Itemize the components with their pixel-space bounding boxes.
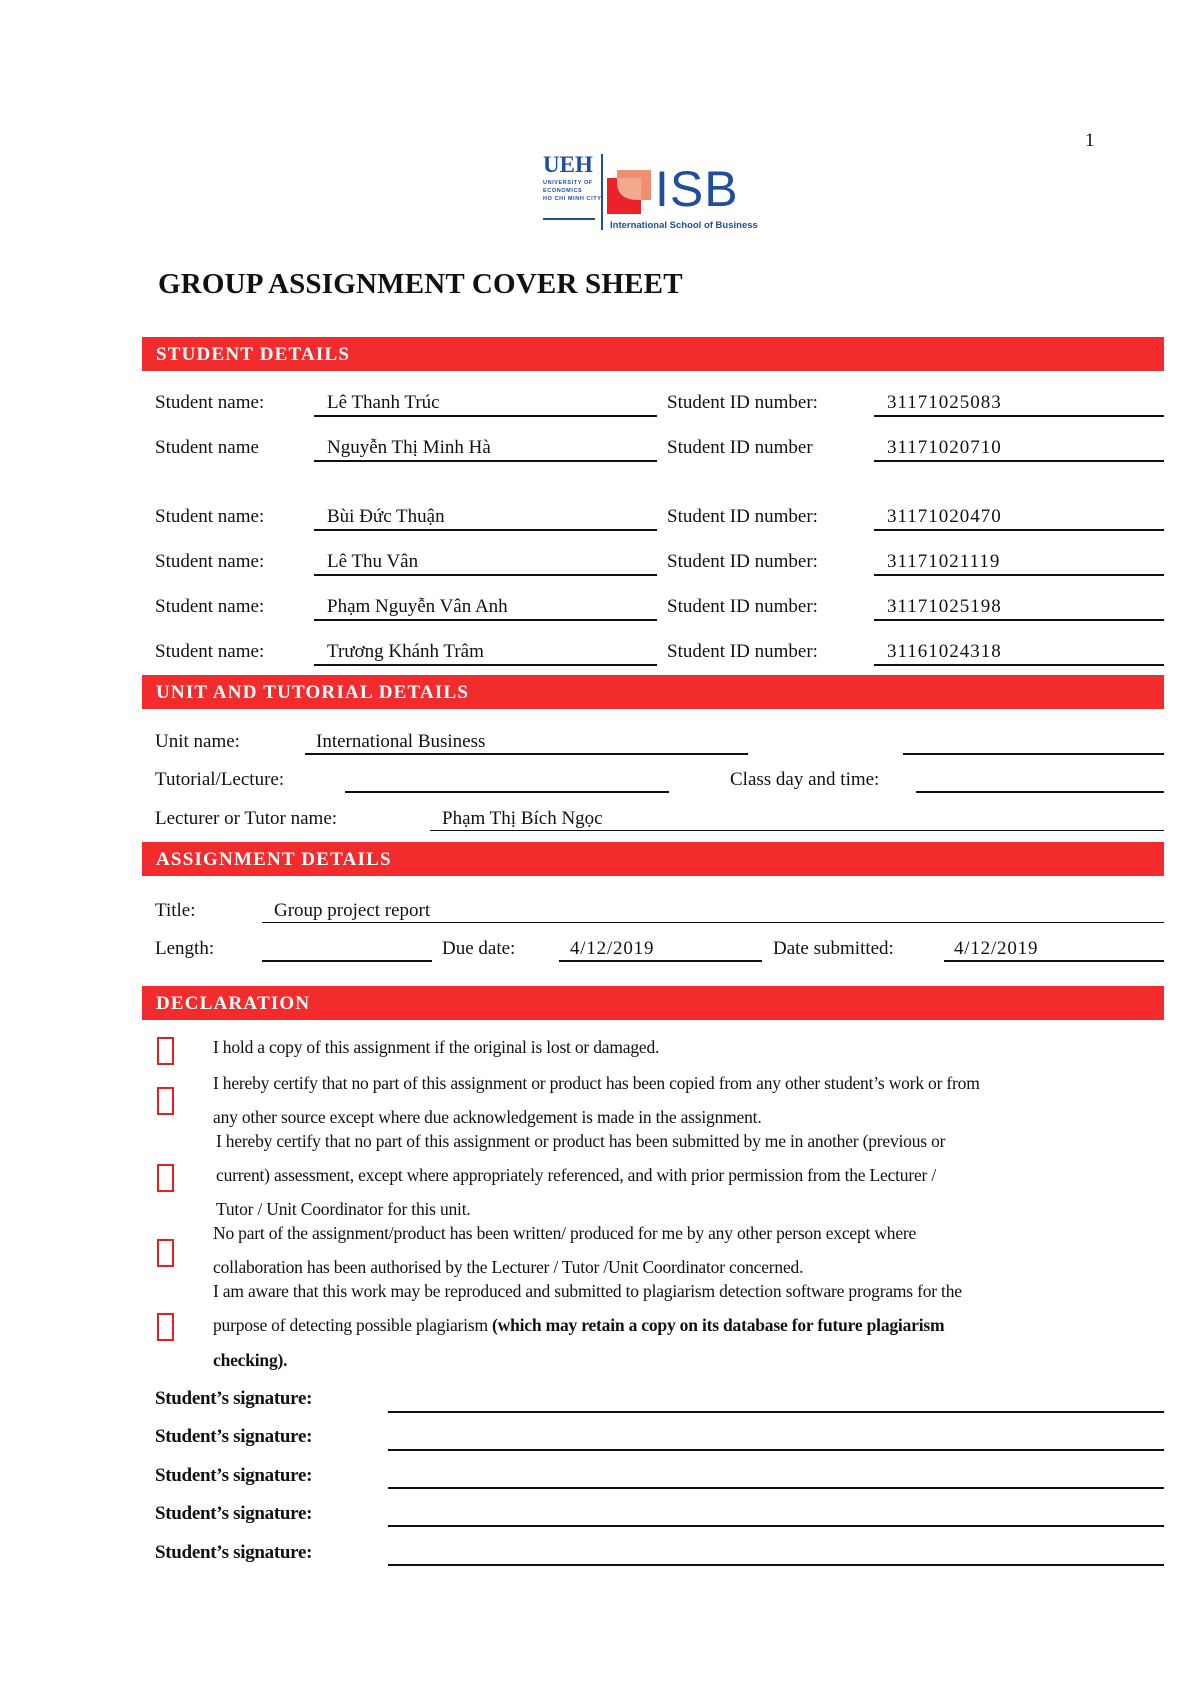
student-id-underline [874, 415, 1164, 417]
declaration-text [213, 1315, 944, 1336]
declaration-text [213, 1350, 287, 1371]
declaration-text: I hereby certify that no part of this assignment or product has been submitted by me in another (previous or [216, 1131, 946, 1151]
student-name-value[interactable]: Phạm Nguyễn Vân Anh [327, 596, 508, 617]
student-id-label: Student ID number: [667, 551, 818, 572]
student-name-underline [314, 619, 657, 621]
logo-divider [601, 154, 603, 230]
isb-mark-icon [607, 170, 651, 214]
date-submitted-value[interactable]: 4/12/2019 [954, 938, 1039, 959]
tutorial-underline [345, 791, 669, 793]
student-name-label: Student name: [155, 596, 265, 617]
unit-name-underline [305, 753, 748, 755]
ueh-logo-line: HO CHI MINH CITY [543, 196, 602, 202]
section-unit-details: UNIT AND TUTORIAL DETAILS [142, 675, 1164, 709]
student-id-value[interactable]: 31161024318 [887, 641, 1002, 662]
student-name-underline [314, 664, 657, 666]
assignment-title-value[interactable]: Group project report [274, 900, 431, 921]
lecturer-underline [430, 830, 1164, 831]
length-label: Length: [155, 938, 215, 959]
ueh-logo-line: ECONOMICS [543, 188, 583, 194]
signature-label: Student’s signature: [155, 1542, 313, 1563]
lecturer-label: Lecturer or Tutor name: [155, 808, 338, 829]
declaration-text: I am aware that this work may be reproduced and submitted to plagiarism detection software programs for the [213, 1281, 962, 1301]
signature-label: Student’s signature: [155, 1426, 313, 1447]
student-id-value[interactable]: 31171020710 [887, 437, 1002, 458]
student-name-label: Student name: [155, 641, 265, 662]
student-id-label: Student ID number [667, 437, 813, 458]
date-submitted-underline [944, 960, 1164, 962]
student-name-value[interactable]: Nguyễn Thị Minh Hà [327, 437, 491, 458]
unit-name-value[interactable]: International Business [316, 731, 486, 752]
assignment-title-label: Title: [155, 900, 196, 921]
isb-logo-subtitle: International School of Business [610, 220, 758, 231]
declaration-checkbox[interactable] [157, 1087, 174, 1115]
declaration-text: No part of the assignment/product has been written/ produced for me by any other person except where [213, 1223, 917, 1243]
due-date-underline [559, 960, 762, 962]
student-id-label: Student ID number: [667, 392, 818, 413]
ueh-logo-line: UNIVERSITY OF [543, 180, 593, 186]
due-date-label: Due date: [442, 938, 516, 959]
declaration-text-bold: checking). [213, 1350, 288, 1370]
student-name-underline [314, 415, 657, 417]
page-number: 1 [1085, 130, 1095, 151]
student-id-value[interactable]: 31171020470 [887, 506, 1002, 527]
length-underline [262, 960, 432, 962]
declaration-checkbox[interactable] [157, 1313, 174, 1341]
assignment-title-underline [262, 922, 1164, 923]
declaration-checkbox[interactable] [157, 1164, 174, 1192]
signature-label: Student’s signature: [155, 1465, 313, 1486]
signature-line[interactable] [388, 1449, 1164, 1451]
declaration-checkbox[interactable] [157, 1239, 174, 1267]
signature-line[interactable] [388, 1411, 1164, 1413]
isb-logo-text: ISB [655, 161, 739, 217]
lecturer-value[interactable]: Phạm Thị Bích Ngọc [442, 808, 603, 829]
signature-line[interactable] [388, 1564, 1164, 1566]
student-id-label: Student ID number: [667, 641, 818, 662]
student-id-label: Student ID number: [667, 596, 818, 617]
student-name-value[interactable]: Bùi Đức Thuận [327, 506, 445, 527]
declaration-text-plain: purpose of detecting possible plagiarism [213, 1315, 493, 1335]
declaration-text: Tutor / Unit Coordinator for this unit. [216, 1199, 471, 1219]
student-name-label: Student name: [155, 506, 265, 527]
student-id-underline [874, 529, 1164, 531]
student-id-underline [874, 619, 1164, 621]
class-time-label: Class day and time: [730, 769, 880, 790]
ueh-logo-text: UEH [543, 152, 593, 177]
student-id-value[interactable]: 31171025083 [887, 392, 1002, 413]
student-name-underline [314, 460, 657, 462]
unit-name-label: Unit name: [155, 731, 240, 752]
section-declaration: DECLARATION [142, 986, 1164, 1020]
due-date-value[interactable]: 4/12/2019 [570, 938, 655, 959]
signature-label: Student’s signature: [155, 1503, 313, 1524]
tutorial-label: Tutorial/Lecture: [155, 769, 285, 790]
declaration-text: I hereby certify that no part of this assignment or product has been copied from any other student’s work or from [213, 1073, 980, 1093]
student-id-value[interactable]: 31171025198 [887, 596, 1002, 617]
ueh-isb-logo [540, 150, 770, 236]
ueh-logo-rule [543, 218, 595, 220]
class-time-underline [916, 791, 1164, 793]
student-id-label: Student ID number: [667, 506, 818, 527]
section-assignment-details: ASSIGNMENT DETAILS [142, 842, 1164, 876]
student-name-underline [314, 529, 657, 531]
date-submitted-label: Date submitted: [773, 938, 894, 959]
student-name-underline [314, 574, 657, 576]
student-name-value[interactable]: Lê Thanh Trúc [327, 392, 440, 413]
student-name-label: Student name [155, 437, 259, 458]
signature-label: Student’s signature: [155, 1388, 313, 1409]
student-id-value[interactable]: 31171021119 [887, 551, 1001, 572]
signature-line[interactable] [388, 1525, 1164, 1527]
blank-underline[interactable] [903, 753, 1164, 755]
declaration-checkbox[interactable] [157, 1037, 174, 1065]
declaration-text: I hold a copy of this assignment if the original is lost or damaged. [213, 1037, 660, 1057]
declaration-text: current) assessment, except where appropriately referenced, and with prior permission from the Lecturer / [216, 1165, 937, 1185]
student-id-underline [874, 664, 1164, 666]
signature-line[interactable] [388, 1487, 1164, 1489]
student-name-label: Student name: [155, 551, 265, 572]
section-student-details: STUDENT DETAILS [142, 337, 1164, 371]
student-name-label: Student name: [155, 392, 265, 413]
declaration-text: collaboration has been authorised by the Lecturer / Tutor /Unit Coordinator concerned. [213, 1257, 804, 1277]
student-name-value[interactable]: Trương Khánh Trâm [327, 641, 484, 662]
declaration-text-bold: (which may retain a copy on its database for future plagiarism [492, 1315, 945, 1335]
student-id-underline [874, 460, 1164, 462]
declaration-text: any other source except where due acknowledgement is made in the assignment. [213, 1107, 762, 1127]
student-name-value[interactable]: Lê Thu Vân [327, 551, 419, 572]
student-id-underline [874, 574, 1164, 576]
document-title: GROUP ASSIGNMENT COVER SHEET [158, 268, 683, 300]
